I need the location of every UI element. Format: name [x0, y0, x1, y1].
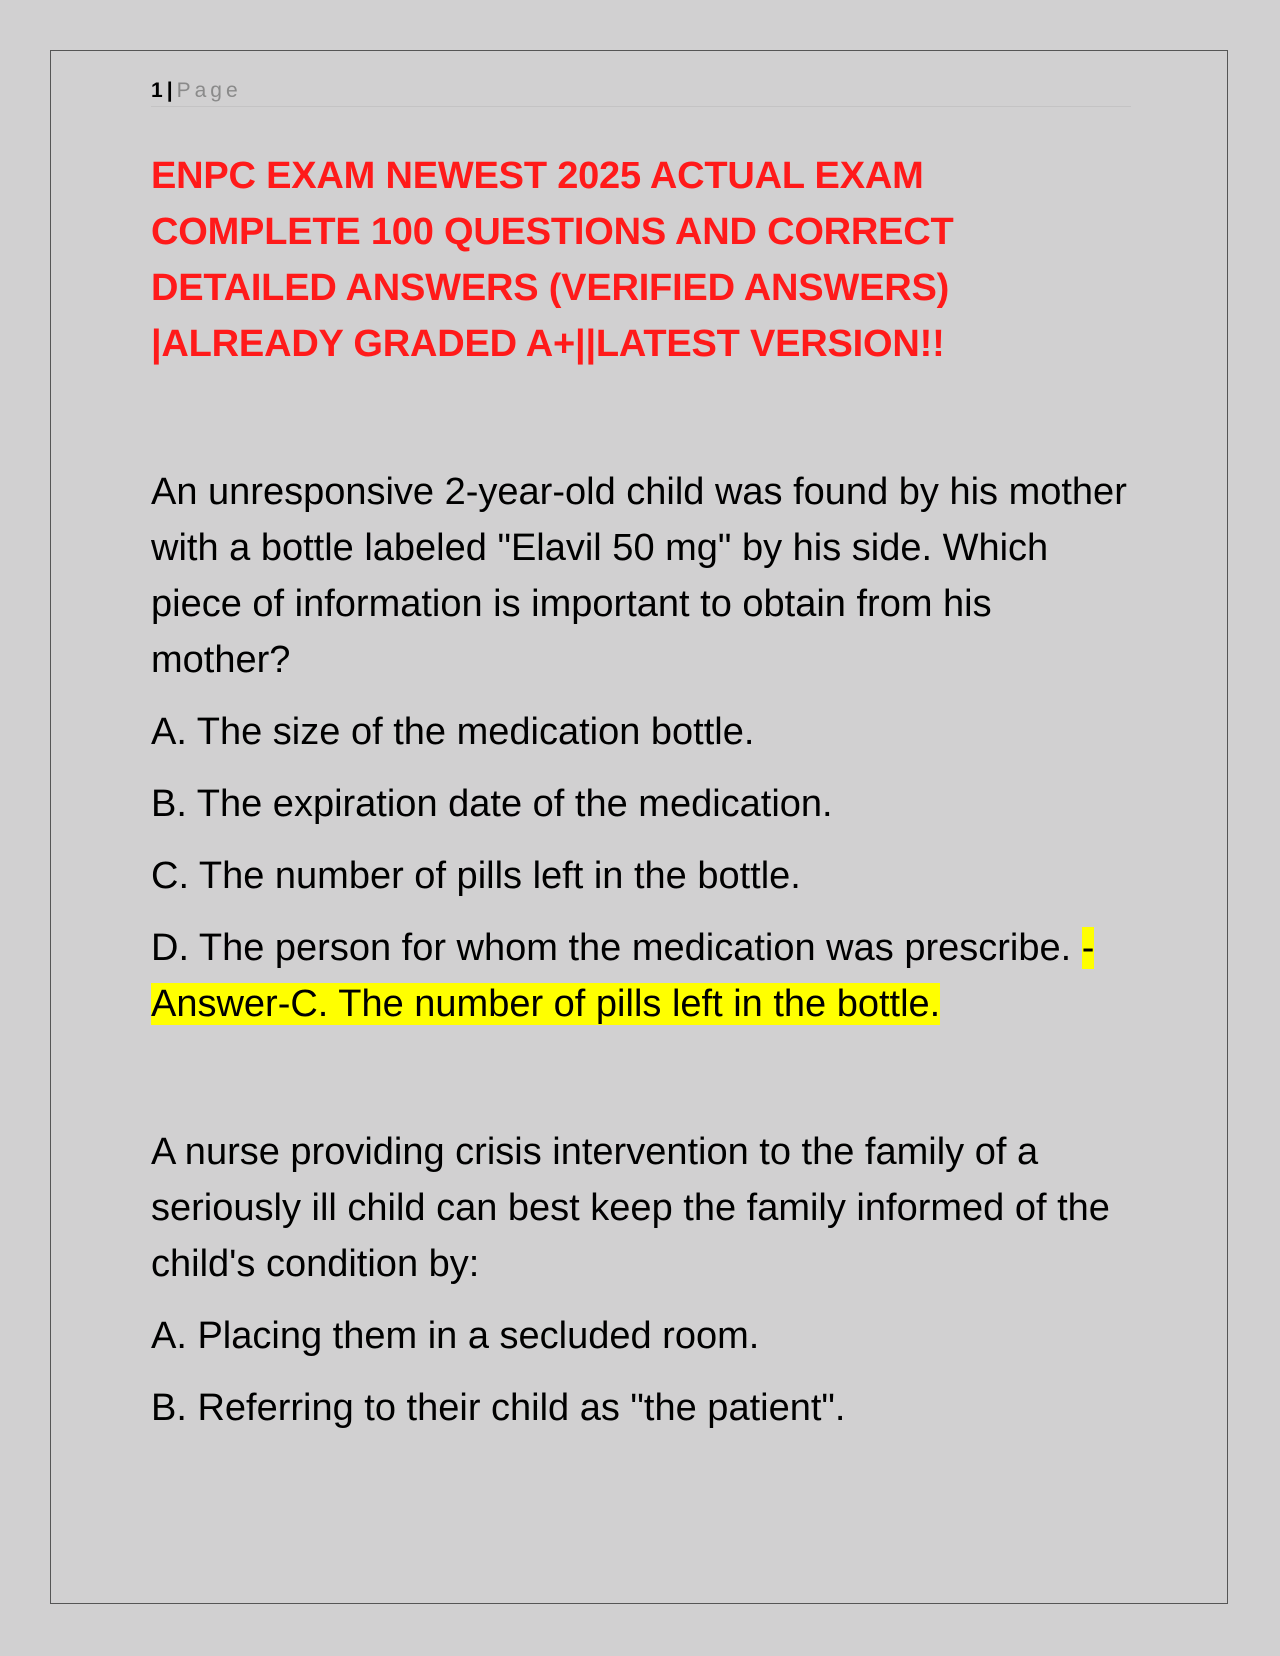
question-1-stem: An unresponsive 2-year-old child was found by his mother with a bottle labeled "Elavil 50 mg" by his side. Which piece of information is important to obtain from his mother?: [151, 471, 1127, 681]
page-header: [151, 78, 1131, 107]
question-1-option-c: C. The number of pills left in the bottle.: [151, 855, 801, 897]
document-title: ENPC EXAM NEWEST 2025 ACTUAL EXAM COMPLETE 100 QUESTIONS AND CORRECT DETAILED ANSWERS (VERIFIED ANSWERS) |ALREADY GRADED A+||LATEST VERSION!!: [151, 155, 954, 365]
question-1-option-d-text: D. The person for whom the medication was prescribe.: [151, 927, 1082, 969]
document-body: [151, 148, 1141, 1436]
page-word: Page: [176, 79, 242, 102]
question-2-option-b: B. Referring to their child as "the patient".: [151, 1387, 846, 1429]
question-1-option-b: B. The expiration date of the medication.: [151, 783, 833, 825]
question-1-option-a: A. The size of the medication bottle.: [151, 711, 755, 753]
question-2-stem: A nurse providing crisis intervention to the family of a seriously ill child can best keep the family informed of the child's condition by:: [151, 1131, 1110, 1285]
question-1-answer-highlight: - Answer-C. The number of pills left in the bottle.: [151, 927, 1095, 1025]
header-separator: |: [166, 79, 173, 102]
question-1-option-d: [151, 920, 1141, 1032]
question-2-option-a: A. Placing them in a secluded room.: [151, 1315, 760, 1357]
page-number: 1: [151, 79, 163, 102]
